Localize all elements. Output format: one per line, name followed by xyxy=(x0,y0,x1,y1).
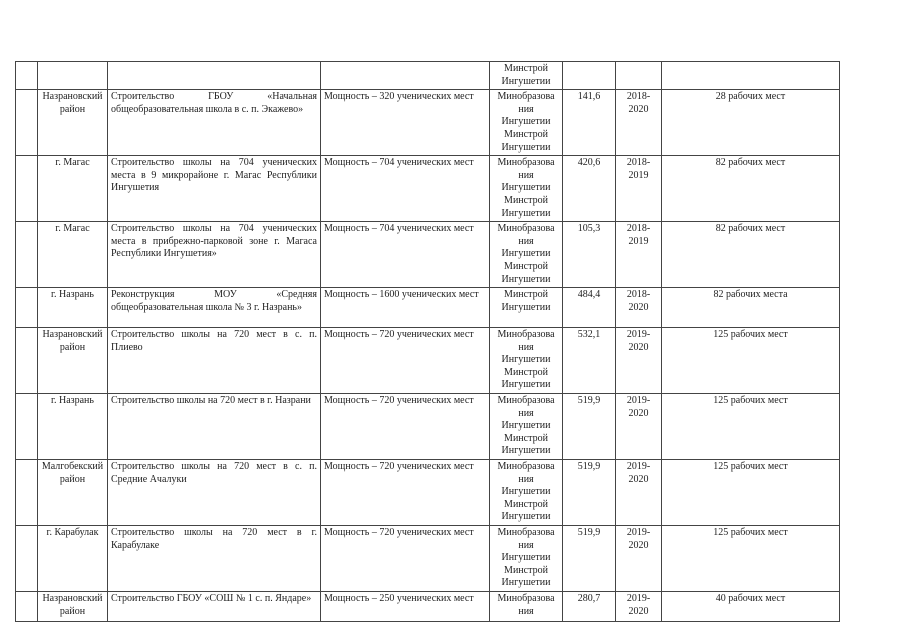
cell-period xyxy=(616,526,662,592)
table-row xyxy=(16,394,840,460)
customer-line: Минстрой xyxy=(504,128,548,140)
cell-number xyxy=(16,156,38,222)
cell-jobs: 125 рабочих мест xyxy=(662,526,840,592)
table-row xyxy=(16,90,840,156)
customer-line: Минстрой xyxy=(504,194,548,206)
cell-name: Реконструкция МОУ «Средняя общеобразовательная школа № 3 г. Назрань» xyxy=(108,288,321,328)
customer-line: Минстрой xyxy=(504,289,548,301)
cell-capacity: Мощность – 1600 ученических мест xyxy=(321,288,490,328)
customer-line: ния xyxy=(518,605,534,617)
cell-customer xyxy=(490,526,563,592)
customer-line: Минстрой xyxy=(504,260,548,272)
cell-period xyxy=(616,90,662,156)
cell-sum: 420,6 xyxy=(563,156,616,222)
cell-jobs: 82 рабочих мест xyxy=(662,156,840,222)
table-row xyxy=(16,288,840,328)
cell-sum: 141,6 xyxy=(563,90,616,156)
cell-customer xyxy=(490,328,563,394)
period-line: 2019 xyxy=(628,169,649,181)
cell-district: Назрановский район xyxy=(38,328,108,394)
period-line: 2020 xyxy=(628,605,649,617)
cell-name: Строительство школы на 720 мест в с. п. Средние Ачалуки xyxy=(108,460,321,526)
cell-name: Строительство ГБОУ «Начальная общеобразовательная школа в с. п. Экажево» xyxy=(108,90,321,156)
customer-line: ния xyxy=(518,235,534,247)
cell-capacity: Мощность – 704 ученических мест xyxy=(321,222,490,288)
cell-name: Строительство ГБОУ «СОШ № 1 с. п. Яндаре» xyxy=(108,591,321,621)
cell-name: Строительство школы на 720 мест в с. п. Плиево xyxy=(108,328,321,394)
cell-district: Назрановский район xyxy=(38,90,108,156)
customer-line: Минобразова xyxy=(497,91,555,103)
customer-line: Ингушетии xyxy=(501,141,551,153)
customer-line: Минобразова xyxy=(497,461,555,473)
cell-jobs: 125 рабочих мест xyxy=(662,394,840,460)
cell-customer xyxy=(490,156,563,222)
cell-jobs: 28 рабочих мест xyxy=(662,90,840,156)
cell-sum: 280,7 xyxy=(563,591,616,621)
customer-line: Ингушетии xyxy=(501,379,551,391)
customer-line: Ингушетии xyxy=(501,182,551,194)
customer-line: Минстрой xyxy=(504,63,548,74)
cell-district: г. Магас xyxy=(38,222,108,288)
customer-line: Минобразова xyxy=(497,592,555,604)
period-line: 2020 xyxy=(628,473,649,485)
cell-capacity: Мощность – 704 ученических мест xyxy=(321,156,490,222)
customer-line: ния xyxy=(518,341,534,353)
cell-sum: 519,9 xyxy=(563,460,616,526)
cell-capacity: Мощность – 720 ученических мест xyxy=(321,460,490,526)
customer-line: Ингушетии xyxy=(501,75,551,87)
cell-district: г. Назрань xyxy=(38,394,108,460)
cell-number xyxy=(16,328,38,394)
period-line: 2018- xyxy=(626,91,651,103)
customer-line: Минобразова xyxy=(497,527,555,538)
customer-line: Ингушетии xyxy=(501,486,551,498)
cell-number xyxy=(16,394,38,460)
cell-sum: 519,9 xyxy=(563,526,616,592)
cell-name: Строительство школы на 704 ученических места в 9 микрорайоне г. Магас Республики Ингушетия xyxy=(108,156,321,222)
customer-line: Минстрой xyxy=(504,498,548,510)
customer-line: Ингушетии xyxy=(501,420,551,432)
cell-number xyxy=(16,90,38,156)
cell-jobs: 40 рабочих мест xyxy=(662,591,840,621)
period-line: 2020 xyxy=(628,341,649,353)
cell-sum: 105,3 xyxy=(563,222,616,288)
cell-number xyxy=(16,222,38,288)
cell-number xyxy=(16,526,38,592)
cell-customer xyxy=(490,222,563,288)
cell-capacity: Мощность – 250 ученических мест xyxy=(321,591,490,621)
period-line: 2019 xyxy=(628,235,649,247)
cell-sum: 532,1 xyxy=(563,328,616,394)
cell-period xyxy=(616,460,662,526)
table-body xyxy=(16,62,840,622)
customer-line: ния xyxy=(518,103,534,115)
cell-district: г. Карабулак xyxy=(38,526,108,592)
customer-line: Ингушетии xyxy=(501,577,551,589)
cell-district: г. Магас xyxy=(38,156,108,222)
customer-line: Ингушетии xyxy=(501,116,551,128)
cell-number xyxy=(16,288,38,328)
customer-line: Минстрой xyxy=(504,366,548,378)
customer-line: Минстрой xyxy=(504,432,548,444)
cell-district: Назрановский район xyxy=(38,591,108,621)
customer-line: Ингушетии xyxy=(501,511,551,523)
customer-line: ния xyxy=(518,473,534,485)
cell-jobs: 125 рабочих мест xyxy=(662,460,840,526)
cell-capacity: Мощность – 720 ученических мест xyxy=(321,328,490,394)
customer-line: Минобразова xyxy=(497,157,555,169)
cell-sum: 519,9 xyxy=(563,394,616,460)
period-line: 2019- xyxy=(626,527,651,538)
cell-name xyxy=(108,62,321,90)
period-line: 2018- xyxy=(626,289,651,301)
cell-number xyxy=(16,591,38,621)
projects-table xyxy=(15,61,840,622)
cell-jobs xyxy=(662,62,840,90)
cell-capacity: Мощность – 720 ученических мест xyxy=(321,394,490,460)
table-row xyxy=(16,222,840,288)
customer-line: Минобразова xyxy=(497,329,555,341)
customer-line: Ингушетии xyxy=(501,301,551,313)
period-line: 2019- xyxy=(626,592,651,604)
cell-customer xyxy=(490,394,563,460)
cell-sum: 484,4 xyxy=(563,288,616,328)
customer-line: ния xyxy=(518,539,534,551)
cell-capacity xyxy=(321,62,490,90)
period-line: 2019- xyxy=(626,461,651,473)
table-row xyxy=(16,328,840,394)
customer-line: ния xyxy=(518,169,534,181)
cell-jobs: 125 рабочих мест xyxy=(662,328,840,394)
cell-district: г. Назрань xyxy=(38,288,108,328)
customer-line: Ингушетии xyxy=(501,445,551,457)
cell-number xyxy=(16,460,38,526)
cell-customer xyxy=(490,90,563,156)
cell-period xyxy=(616,62,662,90)
period-line: 2020 xyxy=(628,407,649,419)
cell-sum xyxy=(563,62,616,90)
cell-period xyxy=(616,156,662,222)
cell-customer xyxy=(490,62,563,90)
period-line: 2020 xyxy=(628,301,649,313)
period-line: 2018- xyxy=(626,157,651,169)
customer-line: Ингушетии xyxy=(501,273,551,285)
period-line: 2020 xyxy=(628,539,649,551)
cell-customer xyxy=(490,288,563,328)
table-row xyxy=(16,156,840,222)
cell-name: Строительство школы на 720 мест в г. Карабулаке xyxy=(108,526,321,592)
table-row-continued xyxy=(16,62,840,90)
period-line: 2018- xyxy=(626,223,651,235)
period-line: 2020 xyxy=(628,103,649,115)
cell-period xyxy=(616,328,662,394)
period-line: 2019- xyxy=(626,395,651,407)
table-row xyxy=(16,526,840,592)
customer-line: Минобразова xyxy=(497,395,555,407)
cell-name: Строительство школы на 720 мест в г. Назрани xyxy=(108,394,321,460)
cell-district xyxy=(38,62,108,90)
period-line: 2019- xyxy=(626,329,651,341)
customer-line: Ингушетии xyxy=(501,354,551,366)
customer-line: Ингушетии xyxy=(501,552,551,564)
customer-line: Ингушетии xyxy=(501,248,551,260)
cell-jobs: 82 рабочих мест xyxy=(662,222,840,288)
customer-line: Ингушетии xyxy=(501,207,551,219)
cell-period xyxy=(616,591,662,621)
cell-district: Малгобекский район xyxy=(38,460,108,526)
cell-name: Строительство школы на 704 ученических места в прибрежно-парковой зоне г. Магаса Республики Ингушетия» xyxy=(108,222,321,288)
table-row xyxy=(16,460,840,526)
cell-customer xyxy=(490,591,563,621)
table-row xyxy=(16,591,840,621)
cell-capacity: Мощность – 720 ученических мест xyxy=(321,526,490,592)
cell-number xyxy=(16,62,38,90)
cell-capacity: Мощность – 320 ученических мест xyxy=(321,90,490,156)
cell-period xyxy=(616,288,662,328)
cell-period xyxy=(616,394,662,460)
customer-line: ния xyxy=(518,407,534,419)
customer-line: Минстрой xyxy=(504,564,548,576)
cell-jobs: 82 рабочих места xyxy=(662,288,840,328)
customer-line: Минобразова xyxy=(497,223,555,235)
cell-customer xyxy=(490,460,563,526)
cell-period xyxy=(616,222,662,288)
